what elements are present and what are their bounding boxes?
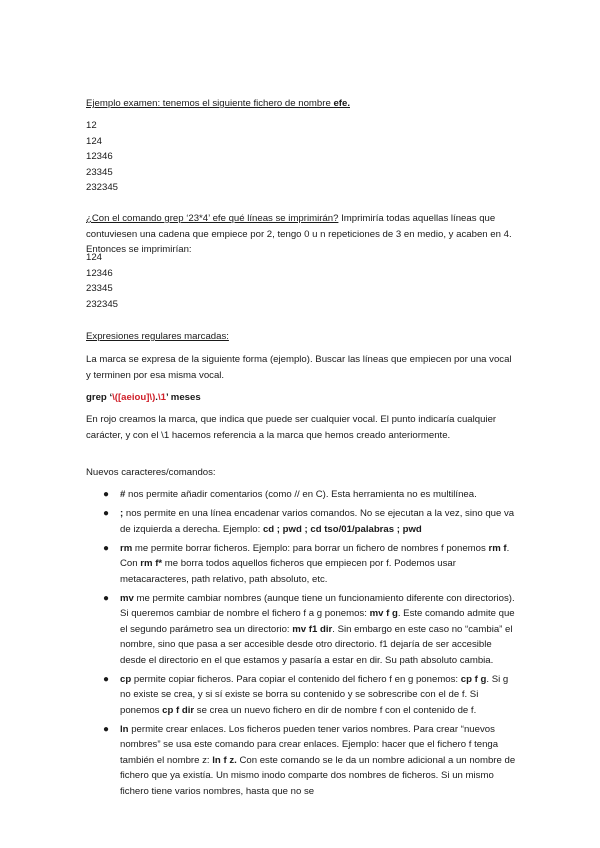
result-lines xyxy=(86,250,516,312)
command-keyword: ; xyxy=(120,508,124,519)
file-line: 232345 xyxy=(86,182,119,193)
list-item xyxy=(86,591,516,669)
list-item xyxy=(86,541,516,588)
marked-explanation: En rojo creamos la marca, que indica que puede ser cualquier vocal. El punto indicaría cualquier carácter, y con el \1 hacemos referencia a la marca que hemos creado anteriormente. xyxy=(86,414,497,441)
example-heading-filename: efe. xyxy=(333,98,350,109)
command-example: mv f1 dir xyxy=(292,623,333,635)
file-line: 12 xyxy=(86,120,97,131)
command-example: cp f g xyxy=(460,673,487,685)
bullet-dot: ● xyxy=(103,592,110,604)
command-keyword: cp xyxy=(120,673,132,685)
grep-cmd-dot: . xyxy=(155,392,158,403)
grep-cmd-end: ’ meses xyxy=(165,392,201,403)
command-desc: nos permite en una línea encadenar varios comandos. No se ejecutan a la vez, sino que va de izquierda a derecha. Ejemplo: xyxy=(120,508,515,535)
bullet-dot: ● xyxy=(103,673,110,685)
command-desc: permite crear enlaces. Los ficheros pueden tener varios nombres. Para crear “nuevos nombres” se usa este comando para crear enlaces. Ejemplo: hacer que el fichero f tenga también el nombre z: xyxy=(120,723,499,766)
file-line: 23345 xyxy=(86,166,113,178)
result-line: 12346 xyxy=(86,267,113,279)
command-example: cd ; pwd ; cd tso/01/palabras ; pwd xyxy=(262,523,422,535)
command-keyword: mv xyxy=(120,592,134,604)
file-line: 124 xyxy=(86,135,103,147)
file-contents xyxy=(86,118,516,196)
command-desc: me permite borrar ficheros. Ejemplo: para borrar un fichero de nombres f ponemos xyxy=(132,542,489,554)
command-desc: permite copiar ficheros. Para copiar el contenido del fichero f en g ponemos: xyxy=(131,673,461,685)
command-desc: . Con xyxy=(120,542,510,569)
commands-heading: Nuevos caracteres/comandos: xyxy=(86,467,216,478)
command-desc: . Si g no existe se crea, y si sí existe se borra su contenido y se sobrescribe con el de f. Si ponemos xyxy=(120,673,509,716)
bullet-dot: ● xyxy=(103,489,110,500)
list-item xyxy=(86,722,516,800)
grep-command xyxy=(86,390,516,406)
answer-text: Imprimiría todas aquellas líneas que contuviesen una cadena que empiece por 2, tengo 0 u n repeticiones de 3 en medio, y acaben en 4. Entonces se imprimirían: xyxy=(86,213,512,255)
command-example: rm f* xyxy=(140,558,163,569)
result-line: 124 xyxy=(86,252,103,263)
command-keyword: ln xyxy=(120,723,129,735)
example-heading-text: Ejemplo examen: tenemos el siguiente fichero de nombre xyxy=(86,98,334,109)
command-example: rm f xyxy=(488,542,507,554)
command-desc: . Este comando admite que el segundo parámetro sea un directorio: xyxy=(120,608,515,635)
command-desc: se crea un nuevo fichero en dir de nombre f con el contenido de f. xyxy=(194,704,477,716)
question-text: ¿Con el comando grep ‘23*4’ efe qué líneas se imprimirán? xyxy=(86,213,339,224)
marked-heading: Expresiones regulares marcadas: xyxy=(86,331,229,342)
file-line: 12346 xyxy=(86,151,113,162)
list-item xyxy=(86,487,516,503)
marked-intro: La marca se expresa de la siguiente forma (ejemplo). Buscar las líneas que empiecen por una vocal y terminen por esa misma vocal. xyxy=(86,354,512,381)
command-example: cp f dir xyxy=(162,704,195,716)
bullet-dot: ● xyxy=(103,508,110,519)
command-desc: Con este comando se le da un nombre adicional a un nombre de fichero que ya existía. Un mismo inodo comparte dos nombres de ficheros. Si un mismo fichero tiene varios nombres, hasta que no se xyxy=(120,754,516,797)
grep-cmd-start: grep ‘ xyxy=(86,392,113,403)
command-desc: me borra todos aquellos ficheros que empiecen por f. Podemos usar metacaracteres, path relativo, path absoluto, etc. xyxy=(120,558,456,585)
grep-cmd-mark: \([aeiou]\) xyxy=(112,392,156,403)
command-keyword: rm xyxy=(120,542,133,554)
bullet-dot: ● xyxy=(103,542,110,554)
example-heading xyxy=(86,96,516,112)
command-keyword: # xyxy=(120,489,126,500)
commands-list xyxy=(86,487,516,803)
command-example: mv f g xyxy=(369,608,398,619)
list-item xyxy=(86,506,516,537)
command-desc: . Sin embargo en este caso no “cambia” el nombre, sino que pasa a ser accesible desde otro directorio. f1 dejaría de ser accesible desde el directorio en el que estamos y pasaría a estar en dir. Su path absoluto cambia. xyxy=(120,623,513,666)
command-desc: nos permite añadir comentarios (como // en C). Esta herramienta no es multilínea. xyxy=(125,489,477,500)
result-line: 23345 xyxy=(86,283,113,294)
command-example: ln f z. xyxy=(212,754,237,766)
list-item xyxy=(86,672,516,719)
command-desc: me permite cambiar nombres (aunque tiene un funcionamiento diferente con directorios). Si queremos cambiar de nombre el fichero f a g ponemos: xyxy=(120,592,515,619)
bullet-dot: ● xyxy=(103,723,110,735)
grep-cmd-backref: \1 xyxy=(157,392,166,403)
result-line: 232345 xyxy=(86,298,119,310)
